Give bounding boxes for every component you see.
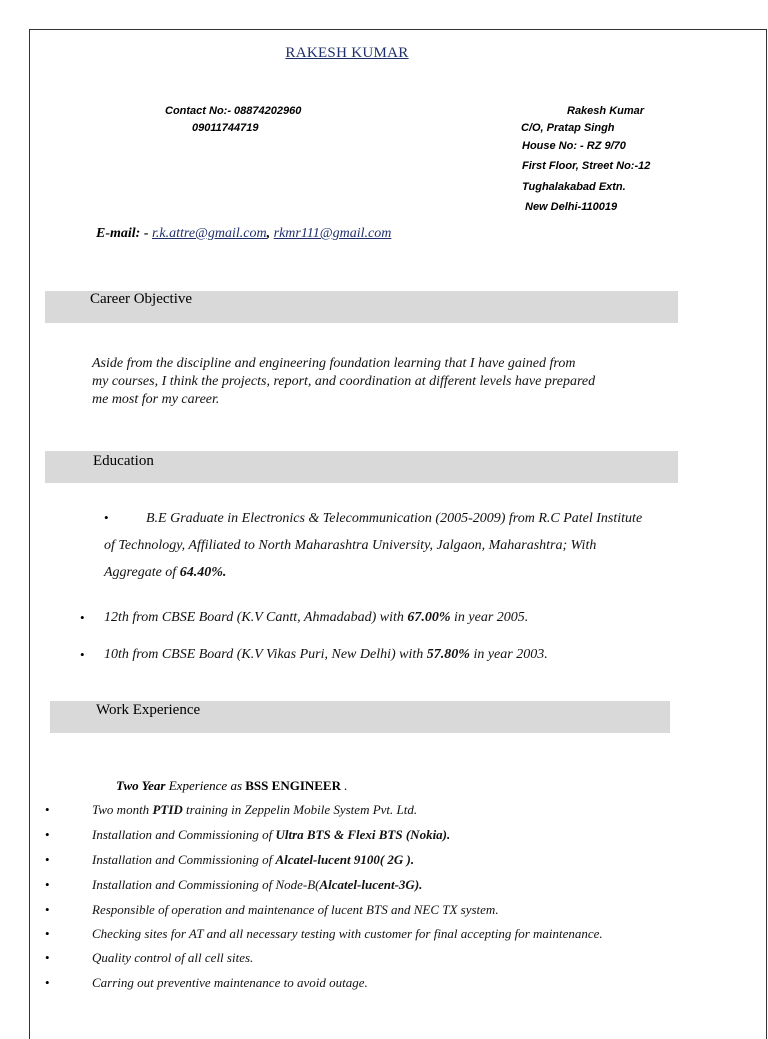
education-12th-text: 12th from CBSE Board (K.V Cantt, Ahmadabad) with	[104, 610, 408, 625]
bullet-icon: •	[45, 877, 50, 892]
experience-item-text: Installation and Commissioning of Node-B(	[92, 877, 320, 892]
experience-item-bold: PTID	[152, 802, 183, 817]
email-link-secondary[interactable]: rkmr111@gmail.com	[273, 226, 392, 241]
education-item-be-line3	[104, 565, 226, 581]
education-10th-score: 57.80%	[426, 647, 470, 662]
experience-item	[92, 902, 499, 918]
experience-item-bold: Alcatel-lucent-3G).	[319, 877, 423, 892]
education-12th-year: in year 2005.	[450, 610, 529, 625]
experience-item-text: Quality control of all cell sites.	[92, 950, 254, 965]
bullet-icon: •	[45, 802, 50, 817]
education-10th-year: in year 2003.	[469, 647, 548, 662]
career-objective-line: my courses, I think the projects, report, and coordination at different levels have prepared	[92, 374, 596, 389]
experience-duration: Two Year	[116, 778, 166, 793]
bullet-icon: •	[45, 852, 50, 867]
experience-item-text: Two month	[92, 802, 153, 817]
contact-number: Contact No:- 08874202960	[165, 105, 302, 117]
address-line2: House No: - RZ 9/70	[522, 140, 626, 152]
education-be-aggregate-label: Aggregate of	[104, 565, 180, 580]
education-be-text-1: B.E Graduate in Electronics & Telecommunication (2005-2009) from R.C Patel Institute	[146, 511, 643, 526]
bullet-icon: •	[45, 926, 50, 941]
experience-item	[92, 802, 417, 818]
address-line3: First Floor, Street No:-12	[522, 160, 651, 172]
education-item-10th	[104, 647, 548, 663]
bullet-icon: •	[45, 975, 50, 990]
address-line5: New Delhi-110019	[525, 201, 618, 213]
experience-summary	[116, 778, 348, 794]
experience-item-text: Installation and Commissioning of	[92, 852, 276, 867]
bullet-icon: •	[45, 827, 50, 842]
experience-item-text: Installation and Commissioning of	[92, 827, 276, 842]
experience-item-text: Responsible of operation and maintenance of lucent BTS and NEC TX system.	[92, 902, 499, 917]
name-text: RAKESH KUMAR	[285, 45, 409, 61]
experience-as-text: Experience as	[165, 778, 246, 793]
experience-item-text: training in Zeppelin Mobile System Pvt. Ltd.	[182, 802, 418, 817]
education-10th-text: 10th from CBSE Board (K.V Vikas Puri, New Delhi) with	[104, 647, 427, 662]
education-item-be-line2	[104, 538, 721, 554]
experience-item-bold: Ultra BTS & Flexi BTS (Nokia).	[275, 827, 451, 842]
address-line1: C/O, Pratap Singh	[521, 122, 615, 134]
bullet-icon: •	[45, 902, 50, 917]
bullet-icon: •	[80, 610, 85, 625]
experience-item-text: Carring out preventive maintenance to avoid outage.	[92, 975, 368, 990]
education-item-12th	[104, 610, 528, 626]
education-be-aggregate-value: 64.40%.	[179, 565, 227, 580]
address-name: Rakesh Kumar	[567, 105, 645, 117]
bullet-icon: •	[45, 950, 50, 965]
career-objective-heading: Career Objective	[90, 291, 193, 307]
address-line4: Tughalakabad Extn.	[522, 181, 626, 193]
email-separator: ,	[266, 226, 274, 241]
experience-period: .	[341, 778, 348, 793]
bullet-icon: •	[104, 510, 109, 525]
email-line	[96, 226, 391, 242]
education-heading: Education	[93, 453, 154, 469]
career-objective-line: Aside from the discipline and engineering foundation learning that I have gained from	[92, 356, 576, 371]
career-objective-text	[92, 355, 595, 409]
experience-item	[92, 950, 253, 966]
bullet-icon: •	[80, 647, 85, 662]
career-objective-line: me most for my career.	[92, 392, 220, 407]
education-item-be-line1	[146, 511, 721, 527]
education-12th-score: 67.00%	[407, 610, 451, 625]
experience-item	[92, 852, 414, 868]
experience-item-bold: Alcatel-lucent 9100( 2G ).	[275, 852, 415, 867]
experience-role: BSS ENGINEER	[245, 778, 341, 793]
experience-item	[92, 877, 422, 893]
experience-item	[92, 827, 450, 843]
work-experience-heading: Work Experience	[96, 702, 201, 718]
education-be-text-2: of Technology, Affiliated to North Maharashtra University, Jalgaon, Maharashtra; With	[104, 538, 597, 553]
email-link-primary[interactable]: r.k.attre@gmail.com	[152, 226, 267, 241]
contact-number-second: 09011744719	[192, 122, 259, 134]
resume-name-title	[0, 45, 694, 62]
experience-item	[92, 975, 368, 991]
email-label: E-mail: -	[96, 226, 152, 241]
experience-item	[92, 926, 603, 942]
experience-item-text: Checking sites for AT and all necessary testing with customer for final accepting for maintenance.	[92, 926, 603, 941]
